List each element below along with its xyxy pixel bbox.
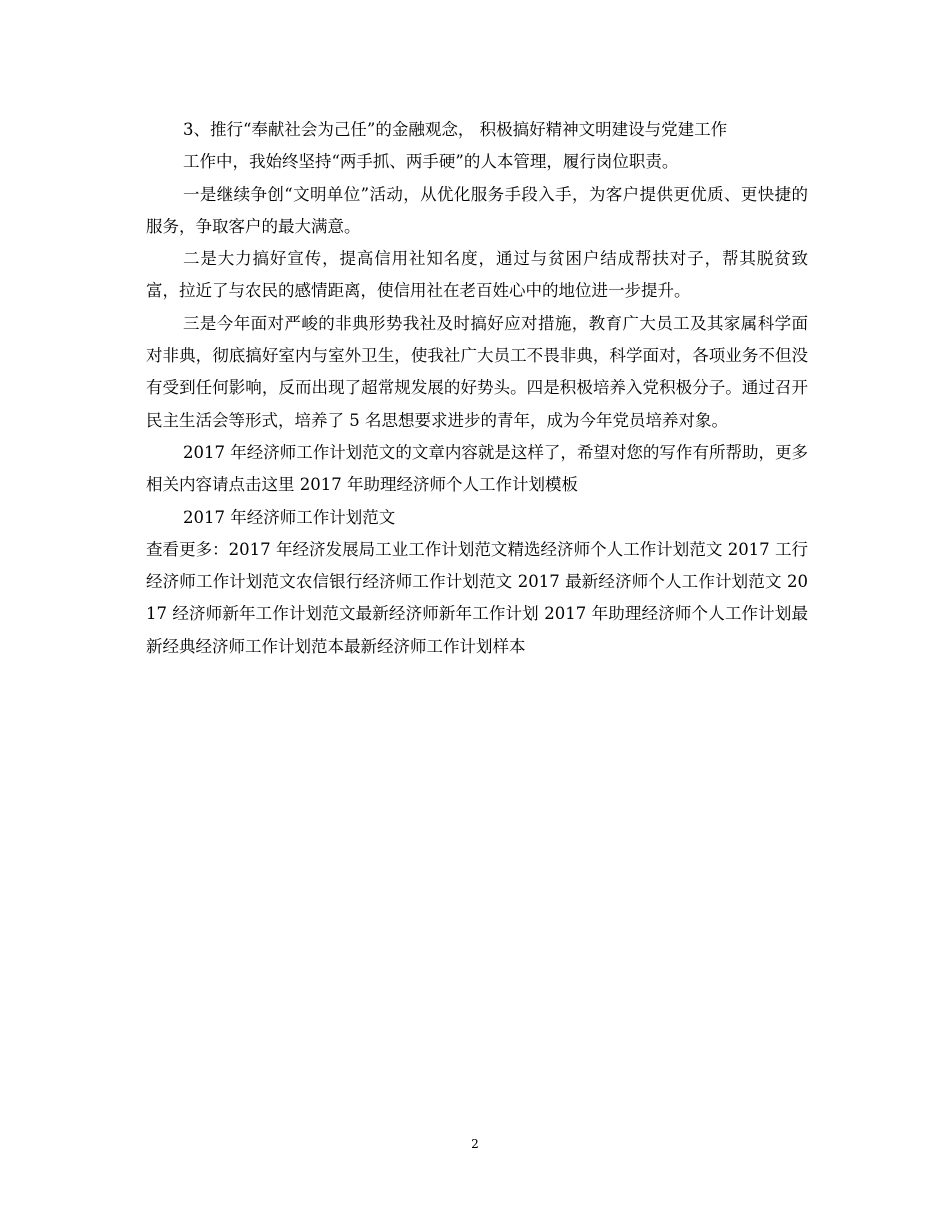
page-number: 2 (471, 1137, 479, 1151)
paragraph-article-title: 2017 年经济师工作计划范文 (183, 507, 396, 527)
paragraph-heading-3: 3、推行“奉献社会为己任”的金融观念， 积极搞好精神文明建设与党建工作 (183, 120, 728, 139)
paragraph-point-2: 二是大力搞好宣传，提高信用社知名度，通过与贫困户结成帮扶对子，帮其脱贫致富，拉近了与农民的感情距离，使信用社在老百姓心中的地位进一步提升。 (146, 249, 808, 301)
paragraph-point-1: 一是继续争创“文明单位”活动，从优化服务手段入手，为客户提供更优质、更快捷的服务，争取客户的最大满意。 (146, 184, 808, 236)
paragraph-point-3: 三是今年面对严峻的非典形势我社及时搞好应对措施，教育广大员工及其家属科学面对非典，彻底搞好室内与室外卫生，使我社广大员工不畏非典，科学面对，各项业务不但没有受到任何影响，反而出现了超常规发展的好势头。四是积极培养入党积极分子。通过召开民主生活会等形式，培养了 5 名思想要求进步的青年，成为今年党员培养对象。 (146, 313, 808, 430)
paragraph-closing: 2017 年经济师工作计划范文的文章内容就是这样了，希望对您的写作有所帮助，更多相关内容请点击这里 2017 年助理经济师个人工作计划模板 (146, 442, 808, 495)
paragraph-intro: 工作中，我始终坚持“两手抓、两手硬”的人本管理，履行岗位职责。 (183, 152, 679, 172)
document-body (146, 114, 808, 663)
more-links-text: 查看更多：2017 年经济发展局工业工作计划范文精选经济师个人工作计划范文 2017 工行经济师工作计划范文农信银行经济师工作计划范文 2017 最新经济师个人工作计划范文 2017 经济师新年工作计划范文最新经济师新年工作计划 2017 年助理经济师个人工作计划最新经典经济师工作计划范本最新经济师工作计划样本 (146, 539, 808, 656)
